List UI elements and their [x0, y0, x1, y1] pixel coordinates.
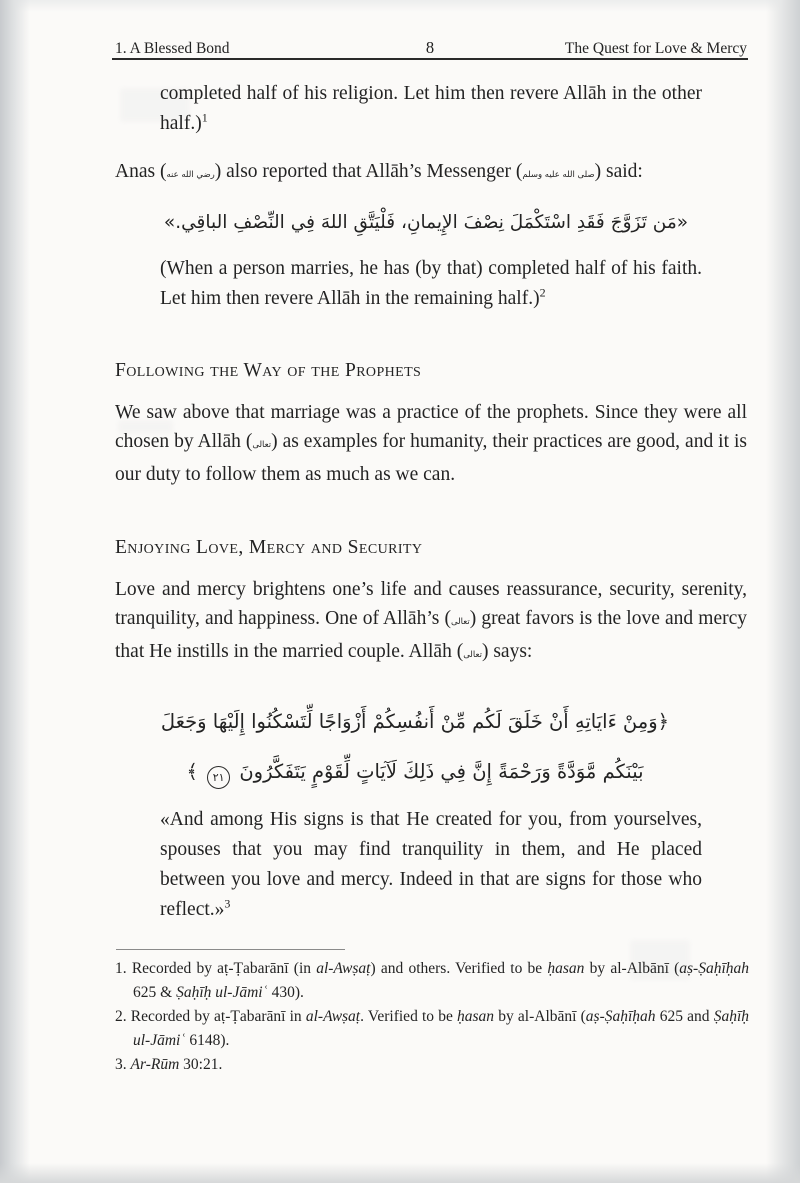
- footnote-text-segment: Ṣaḥīḥ ul-Jāmiʿ: [133, 1008, 749, 1049]
- honorific-taala: تعالى: [252, 440, 272, 450]
- section-heading-following-the-way: Following the Way of the Prophets: [115, 360, 422, 381]
- footnote-number: 1.: [115, 960, 132, 977]
- honorific-taala: تعالى: [463, 650, 482, 660]
- footnote-text-segment: 6148).: [185, 1032, 230, 1049]
- footnote-item: [115, 1005, 749, 1053]
- footnote-text-segment: al-Awṣaṭ: [305, 1008, 361, 1025]
- footnote-text-segment: 625 &: [133, 984, 177, 1001]
- hadith-arabic-text: «مَن تَزَوَّجَ فَقَدِ اسْتَكْمَلَ نِصْفَ الإِيمانِ، فَلْيَتَّقِ اللهَ فِي النِّصْفِ الباقِي.»: [163, 212, 689, 233]
- footnote-text-segment: ḥasan: [547, 960, 585, 977]
- quran-translation: «And among His signs is that He created for you, from yourselves, spouses that you may find tranquility in them, and He placed between you love and mercy. Indeed in that are signs for those who reflect.»$^3$: [160, 809, 702, 920]
- footnote-text-segment: Ar-Rūm: [130, 1056, 180, 1073]
- footnote-text-segment: Recorded by aṭ-Ṭabarānī (in: [131, 960, 317, 977]
- footnote-item: [115, 957, 749, 1005]
- footnote-text-segment: Recorded by aṭ-Ṭabarānī in: [130, 1008, 306, 1025]
- quran-verse-arabic: ﴿وَمِنْ ءَايَاتِهِ أَنْ خَلَقَ لَكُم مِّنْ أَنفُسِكُمْ أَزْوَاجًا لِّتَسْكُنُوا إِلَيْهَا وَجَعَلَ بَيْنَكُم مَّوَدَّةً وَرَحْمَةً إِنَّ فِي ذَلِكَ لَآيَاتٍ لِّقَوْمٍ يَتَفَكَّرُونَ ٢١ ﴾: [125, 697, 705, 797]
- hadith-translation: (When a person marries, he has (by that) completed half of his faith. Let him then revere Allāh in the remaining half.)$^2$: [160, 258, 702, 309]
- running-header-chapter: 1. A Blessed Bond: [115, 40, 230, 57]
- page-number: 8: [425, 38, 435, 57]
- footnote-number: 2.: [115, 1008, 131, 1025]
- header-rule: [112, 58, 748, 60]
- scan-edge-left: [0, 0, 30, 1183]
- footnote-text-segment: ḥasan: [457, 1008, 495, 1025]
- footnote-number: 3.: [115, 1056, 131, 1073]
- footnote-ref-2: 2: [539, 285, 546, 300]
- honorific-radiallahu-anhu: رضي الله عنه: [166, 170, 215, 180]
- honorific-sallallahu-alayhi-wasallam: صلى الله عليه وسلم: [522, 170, 595, 180]
- footnote-item: [115, 1053, 749, 1077]
- footnote-text-segment: by al-Albānī (: [584, 960, 680, 977]
- section-heading-enjoying-love: Enjoying Love, Mercy and Security: [115, 537, 423, 558]
- footnote-text-segment: al-Awṣaṭ: [316, 960, 371, 977]
- footnote-text-segment: ) and others. Verified to be: [370, 960, 548, 977]
- scan-edge-bottom: [0, 1163, 800, 1183]
- footnote-text-segment: Ṣaḥīḥ ul-Jāmiʿ: [176, 984, 268, 1001]
- footnote-text-segment: . Verified to be: [360, 1008, 458, 1025]
- quran-closing-bracket: ﴾: [186, 760, 198, 783]
- footnote-text-segment: aṣ-Ṣaḥīḥah: [585, 1008, 656, 1025]
- footnote-text-segment: 625 and: [655, 1008, 714, 1025]
- paragraph-following-the-way: We saw above that marriage was a practice of the prophets. Since they were all chosen by Allāh (تعالى) as examples for humanity, their practices are good, and it is our duty to follow them as much as we can.: [115, 402, 748, 485]
- footnote-text-segment: 30:21.: [179, 1056, 223, 1073]
- footnote-text-segment: by al-Albānī (: [494, 1008, 586, 1025]
- scan-edge-top: [0, 0, 800, 12]
- ayah-number-badge: ٢١: [207, 766, 230, 789]
- running-header: [113, 38, 747, 58]
- narration-line: Anas (رضي الله عنه) also reported that Allāh’s Messenger (صلى الله عليه وسلم) said:: [115, 161, 643, 182]
- running-header-book-title: The Quest for Love & Mercy: [564, 40, 747, 57]
- honorific-taala: تعالى: [450, 617, 470, 627]
- footnotes-section: [115, 957, 749, 1077]
- footnote-list: [115, 957, 749, 1077]
- footnote-ref-1: 1: [201, 110, 208, 125]
- scan-edge-right: [766, 0, 800, 1183]
- footnote-ref-3: 3: [224, 896, 231, 911]
- footnote-text-segment: aṣ-Ṣaḥīḥah: [679, 960, 749, 977]
- footnote-separator-rule: [116, 949, 345, 950]
- footnote-text-segment: 430).: [267, 984, 304, 1001]
- hadith-translation-continuation: completed half of his religion. Let him then revere Allāh in the other half.)$^1$: [160, 83, 702, 134]
- paragraph-enjoying-love: Love and mercy brightens one’s life and causes reassurance, security, serenity, tranquility, and happiness. One of Allāh’s (تعالى) great favors is the love and mercy that He instills in the married couple. Allāh (تعالى) says:: [115, 579, 747, 662]
